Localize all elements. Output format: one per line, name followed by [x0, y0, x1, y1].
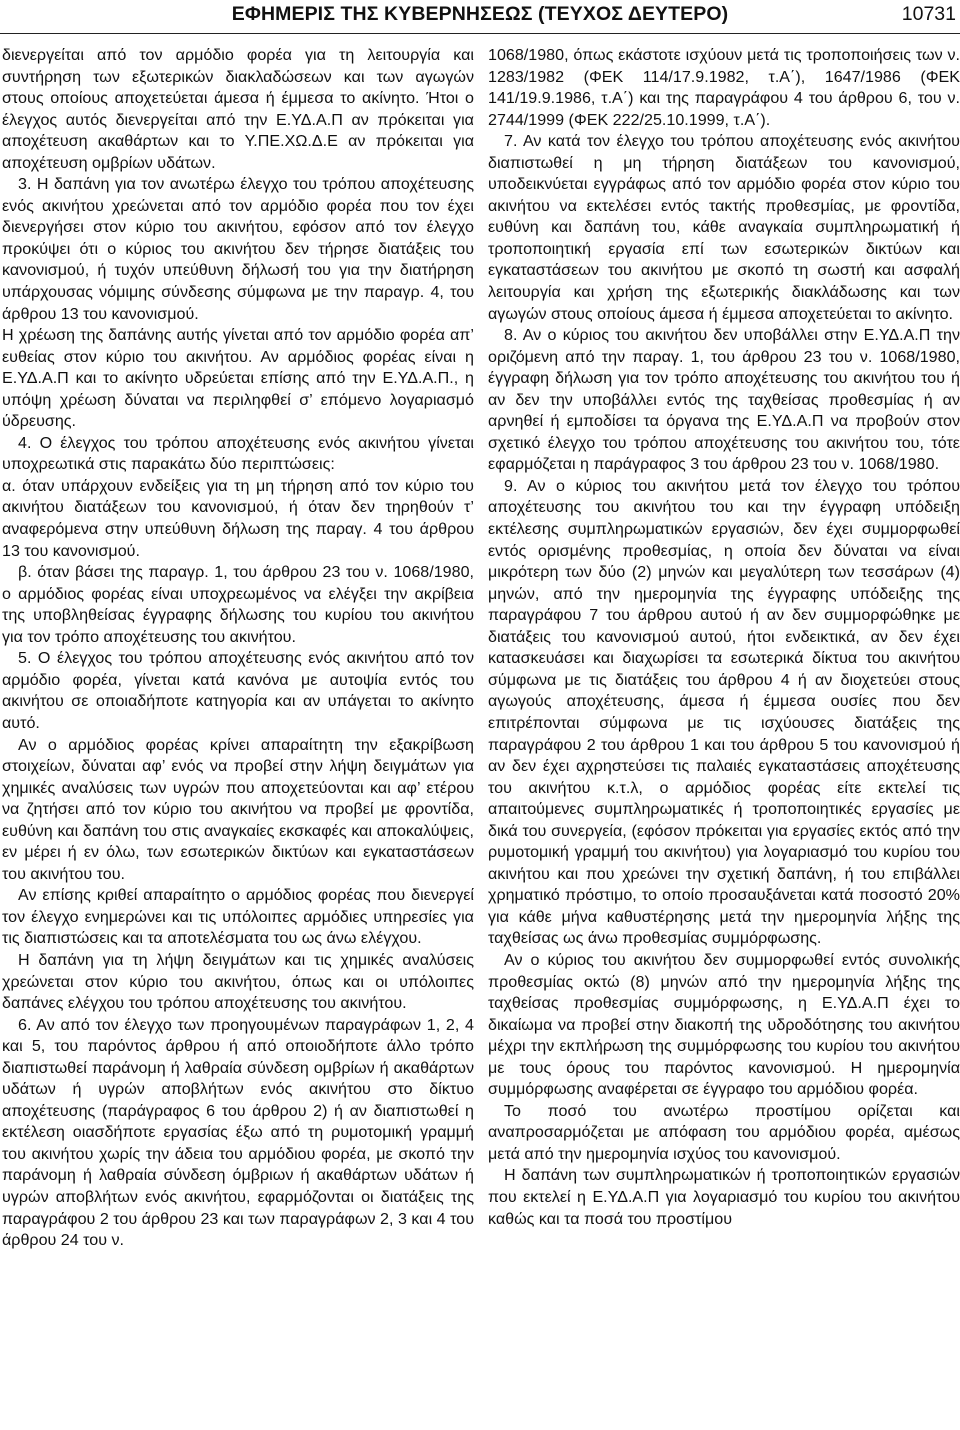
paragraph: 5. Ο έλεγχος του τρόπου αποχέτευσης ενός ακινήτου από τον αρμόδιο φορέα, γίνεται κατά κανόνα με αυτοψία εντός του ακινήτου σε οποιαδήποτε κατηγορία και αν υπάγεται το ακίνητο αυτό. — [2, 649, 474, 732]
paragraph: 4. Ο έλεγχος του τρόπου αποχέτευσης ενός ακινήτου γίνεται υποχρεωτικά στις παρακάτω δύο περιπτώσεις: — [2, 433, 474, 474]
paragraph: Αν ο αρμόδιος φορέας κρίνει απαραίτητη την εξακρίβωση στοιχείων, δύναται αφ’ ενός να προβεί στην λήψη δειγμάτων για χημικές αναλύσεις των υγρών που αποχετεύονται και αφ’ ετέρου να ζητήσει από τον κύριο του ακινήτου να προβεί με φροντίδα, ευθύνη και δαπάνη του στις αναγκαίες εκσκαφές και αποκαλύψεις, εν μέρει ή εν όλω, των εσωτερικών δικτύων και εγκαταστάσεων του ακινήτου του. — [2, 735, 474, 883]
paragraph: Το ποσό του ανωτέρω προστίμου ορίζεται και αναπροσαρμόζεται με απόφαση του αρμόδιου φορέα, αμέσως μετά από την ημερομηνία ισχύος του κανονισμού. — [488, 1101, 960, 1163]
paragraph: 7. Αν κατά τον έλεγχο του τρόπου αποχέτευσης ενός ακινήτου διαπιστωθεί η μη τήρηση διατάξεων του κανονισμού, υποδεικνύεται εγγράφως από τον αρμόδιο φορέα στον κύριο του ακινήτου να εκτελέσει εντός τακτής προθεσμίας, με φροντίδα, ευθύνη και δαπάνη του, κάθε αναγκαία συμπληρωματική ή τροποποιητική εργασία επί των εσωτερικών δικτύων και εγκαταστάσεων του ακινήτου με σκοπό τη σωστή και ασφαλή λειτουργία και χρήση της εξωτερικής διακλάδωσης και των αγωγών στους οποίους άμεσα ή έμμεσα αποχετεύεται το ακίνητο. — [488, 132, 960, 323]
paragraph: 6. Αν από τον έλεγχο των προηγουμένων παραγράφων 1, 2, 4 και 5, του παρόντος άρθρου ή από οποιοδήποτε άλλο τρόπο διαπιστωθεί παράνομη ή λαθραία σύνδεση ομβρίων ή ακαθάρτων υδάτων ή υγρών αποβλήτων ενός ακινήτου στο δίκτυο αποχέτευσης (παράγραφος 6 του άρθρου 2) ή αν διαπιστωθεί η εκτέλεση οιασδήποτε εργασίας έξω από τη ρυμοτομική γραμμή του ακινήτου χωρίς την άδεια του αρμόδιου φορέα, με σκοπό την παράνομη ή λαθραία σύνδεση όμβριων ή ακαθάρτων υδάτων ή υγρών αποβλήτων ενός ακινήτου, εφαρμόζονται οι διατάξεις της παραγράφου 2 του άρθρου 23 και των παραγράφων 2, 3 και 4 του άρθρου 24 του ν. — [2, 1015, 474, 1250]
paragraph: Η δαπάνη των συμπληρωματικών ή τροποποιητικών εργασιών που εκτελεί η Ε.ΥΔ.Α.Π για λογαριασμό του κυρίου του ακινήτου καθώς και τα ποσά του προστίμου — [488, 1166, 960, 1228]
paragraph: Αν επίσης κριθεί απαραίτητο ο αρμόδιος φορέας που διενεργεί τον έλεγχο ενημερώνει και τις υπόλοιπες αρμόδιες υπηρεσίες για τις διαπιστώσεις και τα αποτελέσματα του ως άνω ελέγχου. — [2, 886, 474, 948]
paragraph: Αν ο κύριος του ακινήτου δεν συμμορφωθεί εντός συνολικής προθεσμίας οκτώ (8) μηνών από την ημερομηνία λήξης της ταχθείσας προθεσμίας συμμόρφωσης, η Ε.ΥΔ.Α.Π έχει το δικαίωμα να προβεί στην διακοπή της υδροδότησης του ακινήτου μέχρι την εκπλήρωση της συμμόρφωσης του κυρίου του ακινήτου με τους όρους του παρόντος κανονισμού. Η ημερομηνία συμμόρφωσης αναφέρεται σε έγγραφο του αρμόδιου φορέα. — [488, 950, 960, 1099]
paragraph: Η χρέωση της δαπάνης αυτής γίνεται από τον αρμόδιο φορέα απ’ ευθείας στον κύριο του ακινήτου. Αν αρμόδιος φορέας είναι η Ε.ΥΔ.Α.Π και το ακίνητο υδρεύεται επίσης από την Ε.ΥΔ.Α.Π., η υπόψη χρέωση δύναται να περιληφθεί σ’ επόμενο λογαριασμό ύδρευσης. — [2, 326, 474, 431]
paragraph: 1068/1980, όπως εκάστοτε ισχύουν μετά τις τροποποιήσεις των ν. 1283/1982 (ΦΕΚ 114/17.9.1982, τ.Α΄), 1647/1986 (ΦΕΚ 141/19.9.1986, τ.Α΄) και της παραγράφου 4 του άρθρου 6, του ν. 2744/1999 (ΦΕΚ 222/25.10.1999, τ.Α΄). — [488, 46, 960, 129]
paragraph: 9. Αν ο κύριος του ακινήτου μετά τον έλεγχο του τρόπου αποχέτευσης του ακινήτου του και την έγγραφη υπόδειξη εκτέλεσης συμπληρωματικών εργασιών, δεν έχει συμμορφωθεί εντός ορισμένης προθεσμίας, η οποία δεν δύναται να είναι μικρότερη των δύο (2) μηνών και μεγαλύτερη των τεσσάρων (4) μηνών, από την ημερομηνία της έγγραφης υπόδειξης της παραγράφου 7 του άρθρου αυτού ή αν δεν συμμορφώθηκε με διατάξεις του κανονισμού αυτού, ήτοι ενδεικτικά, αν δεν έχει κατασκευάσει και διαχωρίσει τα εσωτερικά δίκτυα του ακινήτου σύμφωνα με τις διατάξεις του άρθρου 4 ή αν διοχετεύει στους αγωγούς αποχέτευσης, άμεσα ή έμμεσα ουσίες που δεν επιτρέπονται σύμφωνα με τις ισχύουσες διατάξεις της παραγράφου 2 του άρθρου 1 και του άρθρου 5 του κανονισμού ή αν δεν έχει αχρηστεύσει τις παλαιές εγκαταστάσεις αποχέτευσης του ακινήτου κ.τ.λ, ο αρμόδιος φορέας είτε εκτελεί τις απαιτούμενες συμπληρωματικές ή τροποποιητικές εργασίες με δικά του συνεργεία, (εφόσον πρόκειται για εργασίες εκτός από την ρυμοτομική γραμμή του ακινήτου) για λογαριασμό του κυρίου του ακινήτου και που χρεώνει την σχετική δαπάνη, ή του επιβάλλει χρηματικό πρόστιμο, το οποίο προσαυξάνεται κατά ποσοστό 20% για κάθε μήνα καθυστέρησης μετά την ημερομηνία λήξης της ταχθείσας ως άνω προθεσμίας συμμόρφωσης. — [488, 476, 960, 948]
paragraph: Η δαπάνη για τη λήψη δειγμάτων και τις χημικές αναλύσεις χρεώνεται στον κύριο του ακινήτου, όπως και οι υπόλοιπες δαπάνες ελέγχου του τρόπου αποχέτευσης του ακινήτου. — [2, 950, 474, 1013]
paragraph: 3. Η δαπάνη για τον ανωτέρω έλεγχο του τρόπου αποχέτευσης ενός ακινήτου χρεώνεται από τον αρμόδιο φορέα που τον έχει διενεργήσει στον κύριο του ακινήτου, εφόσον από τον έλεγχο προκύψει ότι ο κύριος του ακινήτου δεν τήρησε διατάξεις του κανονισμού, ή τυχόν υπεύθυνη δήλωσή του για την διατήρηση υπάρχουσας νόμιμης σύνδεσης σύμφωνα με την παραγρ. 4, του άρθρου 13 του κανονισμού. — [2, 175, 474, 323]
paragraph: 8. Αν ο κύριος του ακινήτου δεν υποβάλλει στην Ε.ΥΔ.Α.Π την οριζόμενη από την παραγ. 1, του άρθρου 23 του ν. 1068/1980, έγγραφη δήλωση για τον τρόπο αποχέτευσης του ακινήτου του ή αν δεν την υποβάλλει εντός της ταχθείσας προθεσμίας ή αν αρνηθεί ή εμποδίσει τα όργανα της Ε.ΥΔ.Α.Π να προβούν στον σχετικό έλεγχο του τρόπου αποχέτευσης του ακινήτου του, τότε εφαρμόζεται η παράγραφος 3 του άρθρου 23 του ν. 1068/1980. — [488, 326, 960, 474]
gazette-header-title: ΕΦΗΜΕΡΙΣ ΤΗΣ ΚΥΒΕΡΝΗΣΕΩΣ (ΤΕΥΧΟΣ ΔΕΥΤΕΡΟ) — [231, 3, 729, 25]
header-divider — [0, 33, 960, 34]
paragraph: α. όταν υπάρχουν ενδείξεις για τη μη τήρηση από τον κύριο του ακινήτου διατάξεων του κανονισμού, ή όταν δεν τηρηθούν τ’ αναφερόμενα στην υπεύθυνη δήλωση της παραγ. 4 του άρθρου 13 του κανονισμού. — [2, 476, 474, 560]
paragraph: διενεργείται από τον αρμόδιο φορέα για τη λειτουργία και συντήρηση των εξωτερικών διακλαδώσεων και των αγωγών στους οποίους αποχετεύεται άμεσα ή έμμεσα το ακίνητο. Ήτοι ο έλεγχος αυτός διενεργείται από την Ε.ΥΔ.Α.Π αν πρόκειται για αποχέτευση ακαθάρτων και το Υ.ΠΕ.ΧΩ.Δ.Ε αν πρόκειται για αποχέτευση ομβρίων υδάτων. — [2, 46, 474, 172]
page-header — [0, 0, 960, 40]
left-column — [2, 45, 474, 1252]
paragraph: β. όταν βάσει της παραγρ. 1, του άρθρου 23 του ν. 1068/1980, ο αρμόδιος φορέας είναι υποχρεωμένος να ελέγξει την ακρίβεια της υποβληθείσας έγγραφης δήλωσης του κυρίου του ακινήτου για τον τρόπο αποχέτευσης του ακινήτου. — [2, 563, 474, 646]
page-number: 10731 — [901, 3, 956, 25]
right-column — [488, 45, 960, 1230]
